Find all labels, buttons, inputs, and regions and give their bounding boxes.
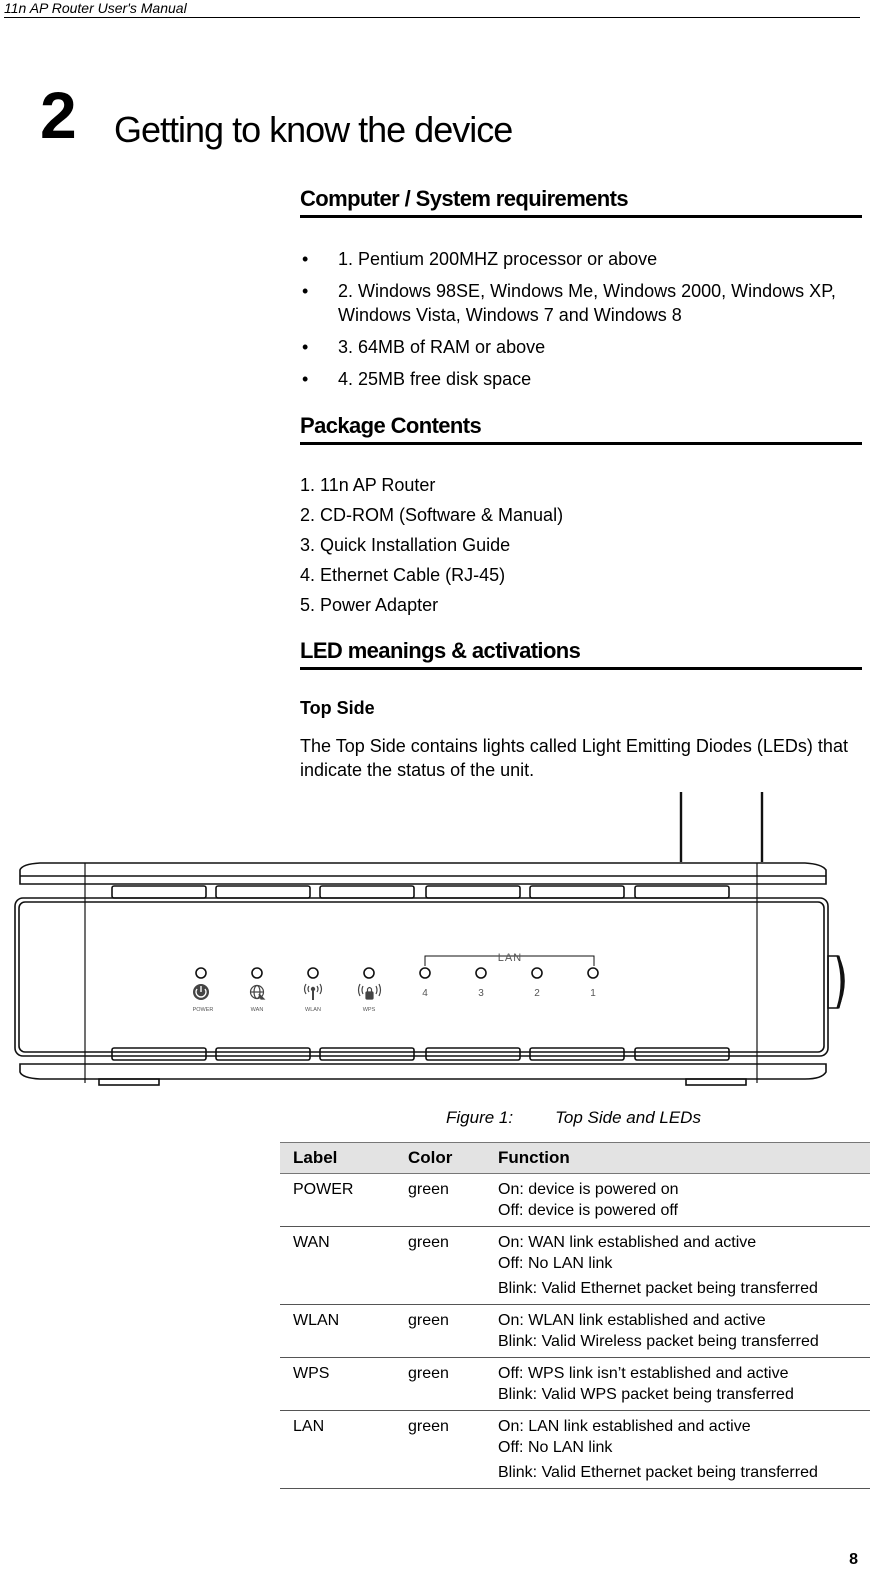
led-label-cell: POWER (280, 1174, 395, 1227)
requirement-text: 3. 64MB of RAM or above (338, 337, 546, 357)
led-function-cell (485, 1305, 870, 1358)
requirement-text: 1. Pentium 200MHZ processor or above (338, 249, 658, 269)
bullet-icon: • (302, 337, 309, 357)
figure-title: Top Side and LEDs (555, 1108, 701, 1127)
led-function-cell (485, 1227, 870, 1305)
package-list (300, 470, 860, 620)
lan3-led (476, 968, 486, 978)
wps-led (364, 968, 374, 978)
wlan-led (308, 968, 318, 978)
wps-lock-icon (359, 984, 381, 999)
lan4-led (420, 968, 430, 978)
function-line: Blink: Valid Ethernet packet being transferred (498, 1464, 818, 1481)
running-header: 11n AP Router User's Manual (4, 0, 860, 18)
wireless-antenna-icon (305, 984, 322, 1000)
column-header: Label (280, 1143, 395, 1174)
function-line: Blink: Valid Wireless packet being transferred (498, 1333, 819, 1350)
led-function-cell (485, 1358, 870, 1411)
table-row (280, 1227, 870, 1305)
table-header-row (280, 1143, 870, 1174)
column-header: Color (395, 1143, 485, 1174)
power-led (196, 968, 206, 978)
bullet-icon: • (302, 369, 309, 389)
list-item: 5. Power Adapter (300, 595, 439, 615)
requirement-text: 4. 25MB free disk space (338, 369, 532, 389)
led-label-cell: LAN (280, 1411, 395, 1489)
function-line: On: WAN link established and active (498, 1234, 757, 1251)
figure-number: Figure 1: (446, 1108, 514, 1127)
function-line: On: device is powered on (498, 1181, 679, 1198)
led-table (280, 1142, 870, 1489)
led-color-cell: green (395, 1411, 485, 1489)
function-line: Off: No LAN link (498, 1255, 613, 1272)
port-2-label: 2 (534, 988, 540, 999)
figure-caption (446, 1108, 701, 1128)
list-item: 3. Quick Installation Guide (300, 535, 511, 555)
top-side-subheading: Top Side (300, 698, 375, 718)
list-item (300, 247, 870, 271)
list-item (300, 367, 870, 391)
led-color-cell: green (395, 1174, 485, 1227)
function-line: Off: device is powered off (498, 1202, 678, 1219)
list-item: 2. CD-ROM (Software & Manual) (300, 505, 564, 525)
led-label-cell: WAN (280, 1227, 395, 1305)
function-line: Off: WPS link isn’t established and active (498, 1365, 789, 1382)
package-heading: Package Contents (300, 413, 862, 445)
table-row (280, 1358, 870, 1411)
function-line: On: LAN link established and active (498, 1418, 751, 1435)
function-line: Blink: Valid WPS packet being transferred (498, 1386, 794, 1403)
port-1-label: 1 (590, 988, 596, 999)
table-row (280, 1174, 870, 1227)
table-row (280, 1411, 870, 1489)
bullet-icon: • (302, 249, 309, 269)
globe-icon (251, 986, 265, 1000)
table-row (280, 1305, 870, 1358)
page-number: 8 (849, 1551, 858, 1568)
wlan-label: WLAN (305, 1007, 321, 1013)
bullet-icon: • (302, 281, 309, 301)
router-figure (0, 790, 880, 1090)
function-line: On: WLAN link established and active (498, 1312, 766, 1329)
list-item: 4. Ethernet Cable (RJ-45) (300, 565, 506, 585)
led-description: The Top Side contains lights called Light Emitting Diodes (LEDs) that indicate the status of the unit. (300, 736, 848, 780)
wan-label: WAN (250, 1007, 264, 1013)
led-label-cell: WPS (280, 1358, 395, 1411)
top-shell (20, 863, 826, 884)
led-heading: LED meanings & activations (300, 638, 862, 670)
led-color-cell: green (395, 1227, 485, 1305)
lan-group-label: LAN (497, 952, 523, 964)
lan1-led (588, 968, 598, 978)
list-item (300, 335, 870, 359)
function-line: Off: No LAN link (498, 1439, 613, 1456)
led-color-cell: green (395, 1305, 485, 1358)
led-color-cell: green (395, 1358, 485, 1411)
chapter-title: Getting to know the device (114, 109, 513, 150)
port-4-label: 4 (422, 988, 428, 999)
list-item: 1. 11n AP Router (300, 475, 436, 495)
wan-led (252, 968, 262, 978)
requirement-text: 2. Windows 98SE, Windows Me, Windows 2000, Windows XP, Windows Vista, Windows 7 and Windows 8 (338, 281, 836, 325)
power-icon (193, 984, 209, 1000)
led-function-cell (485, 1174, 870, 1227)
led-function-cell (485, 1411, 870, 1489)
bottom-shell (20, 1064, 826, 1079)
function-line: Blink: Valid Ethernet packet being transferred (498, 1280, 818, 1297)
list-item (300, 279, 870, 327)
chapter-number: 2 (40, 78, 76, 152)
requirements-heading: Computer / System requirements (300, 186, 862, 218)
requirements-list (300, 247, 870, 399)
lan2-led (532, 968, 542, 978)
power-label: POWER (192, 1007, 214, 1013)
port-3-label: 3 (478, 988, 484, 999)
wps-label: WPS (362, 1007, 376, 1013)
led-label-cell: WLAN (280, 1305, 395, 1358)
column-header: Function (485, 1143, 870, 1174)
